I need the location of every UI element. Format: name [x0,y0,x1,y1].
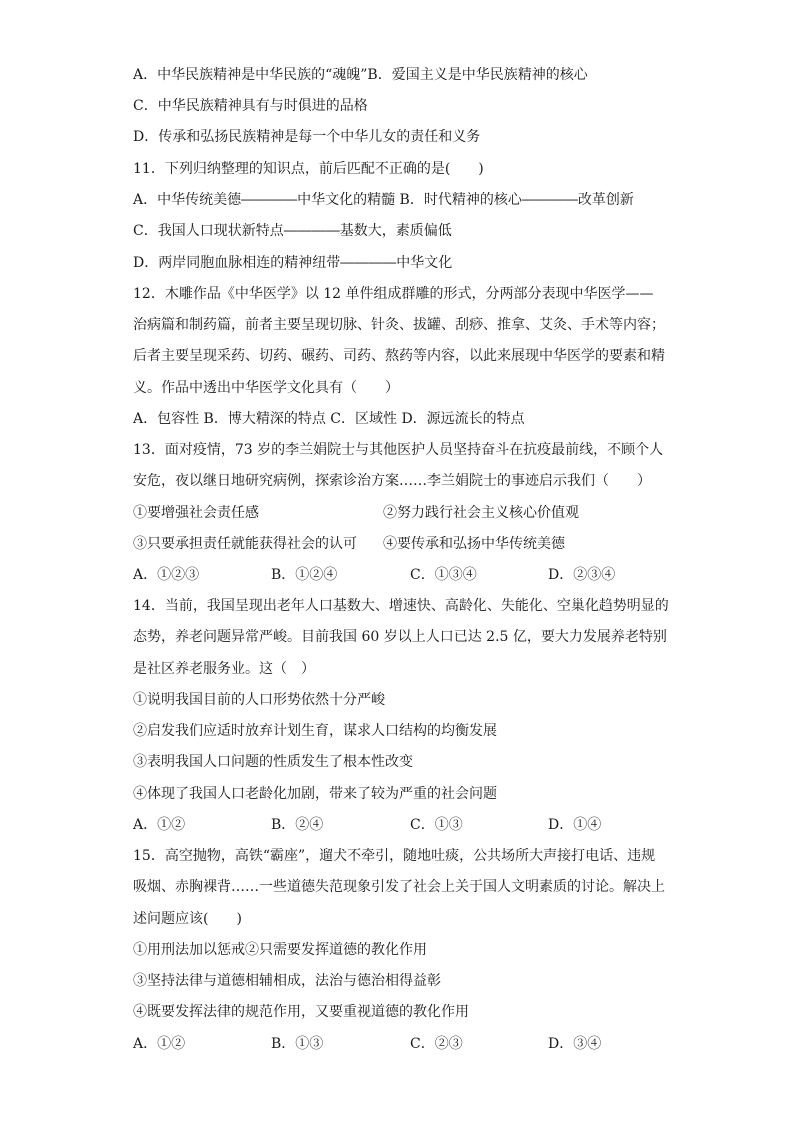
q15-stem-line-3: 述问题应该( ) [133,911,242,927]
q14-option-c: C．①③ [410,817,463,833]
q14-option-b: B．②④ [271,817,324,833]
q15-option-b: B．①③ [271,1036,324,1052]
q10-option-ab: A．中华民族精神是中华民族的“魂魄”B．爱国主义是中华民族精神的核心 [133,67,588,83]
q15-option-d: D．③④ [548,1036,602,1052]
q13-item-4: ④要传承和弘扬中华传统美德 [383,536,565,552]
q15-option-c: C．②③ [410,1036,463,1052]
q10-option-d: D．传承和弘扬民族精神是每一个中华儿女的责任和义务 [133,129,481,145]
q15-item-4: ④既要发挥法律的规范作用，又要重视道德的教化作用 [133,1004,469,1020]
q14-stem-line-3: 是社区养老服务业。这（ ） [133,661,315,677]
q12-stem-line-3: 后者主要呈现采药、切药、碾药、司药、熬药等内容，以此来展现中华医学的要素和精 [133,348,665,364]
q15-item-3: ③坚持法律与道德相辅相成，法治与德治相得益彰 [133,973,441,989]
q13-item-1: ①要增强社会责任感 [133,505,259,521]
q11-option-d: D．两岸同胞血脉相连的精神纽带――――中华文化 [133,255,453,271]
q15-stem-line-2: 吸烟、赤胸裸背……一些道德失范现象引发了社会上关于国人文明素质的讨论。解决上 [133,879,665,895]
q14-stem-line-1: 14．当前，我国呈现出老年人口基数大、增速快、高龄化、失能化、空巢化趋势明显的 [133,598,669,614]
q11-option-ab: A．中华传统美德――――中华文化的精髓 B．时代精神的核心――――改革创新 [133,192,634,208]
q13-option-a: A．①②③ [133,567,200,583]
q15-option-a: A．①② [133,1036,186,1052]
q14-item-2: ②启发我们应适时放弃计划生育，谋求人口结构的均衡发展 [133,723,497,739]
q13-option-d: D．②③④ [548,567,616,583]
q14-option-a: A．①② [133,817,186,833]
q14-stem-line-2: 态势，养老问题异常严峻。目前我国 60 岁以上人口已达 2.5 亿，要大力发展养老特别 [133,629,667,645]
q13-stem-line-2: 安危，夜以继日地研究病例，探索诊治方案……李兰娟院士的事迹启示我们（ ） [133,473,651,489]
q14-item-1: ①说明我国目前的人口形势依然十分严峻 [133,692,385,708]
q14-item-4: ④体现了我国人口老龄化加剧，带来了较为严重的社会问题 [133,786,497,802]
q14-item-3: ③表明我国人口问题的性质发生了根本性改变 [133,754,413,770]
q12-options: A．包容性 B．博大精深的特点 C．区域性 D．源远流长的特点 [133,411,525,427]
q15-stem-line-1: 15．高空抛物，高铁“霸座”，遛犬不牵引，随地吐痰，公共场所大声接打电话、违规 [133,848,656,864]
q13-option-c: C．①③④ [410,567,477,583]
q12-stem-line-4: 义。作品中透出中华医学文化具有（ ） [133,380,399,396]
q11-stem: 11．下列归纳整理的知识点，前后匹配不正确的是( ) [133,161,484,177]
q13-stem-line-1: 13．面对疫情，73 岁的李兰娟院士与其他医护人员坚持奋斗在抗疫最前线，不顾个人 [133,442,664,458]
q13-option-b: B．①②④ [271,567,338,583]
q15-item-1-2: ①用刑法加以惩戒②只需要发挥道德的教化作用 [133,942,427,958]
q13-item-3: ③只要承担责任就能获得社会的认可 [133,536,357,552]
q12-stem-line-1: 12．木雕作品《中华医学》以 12 单件组成群雕的形式，分两部分表现中华医学—— [133,286,654,302]
q14-option-d: D．①④ [548,817,602,833]
q13-item-2: ②努力践行社会主义核心价值观 [383,505,579,521]
q12-stem-line-2: 治病篇和制药篇，前者主要呈现切脉、针灸、拔罐、刮痧、推拿、艾灸、手术等内容； [133,317,665,333]
q10-option-c: C．中华民族精神具有与时俱进的品格 [133,98,368,114]
q11-option-c: C．我国人口现状新特点――――基数大，素质偏低 [133,223,452,239]
